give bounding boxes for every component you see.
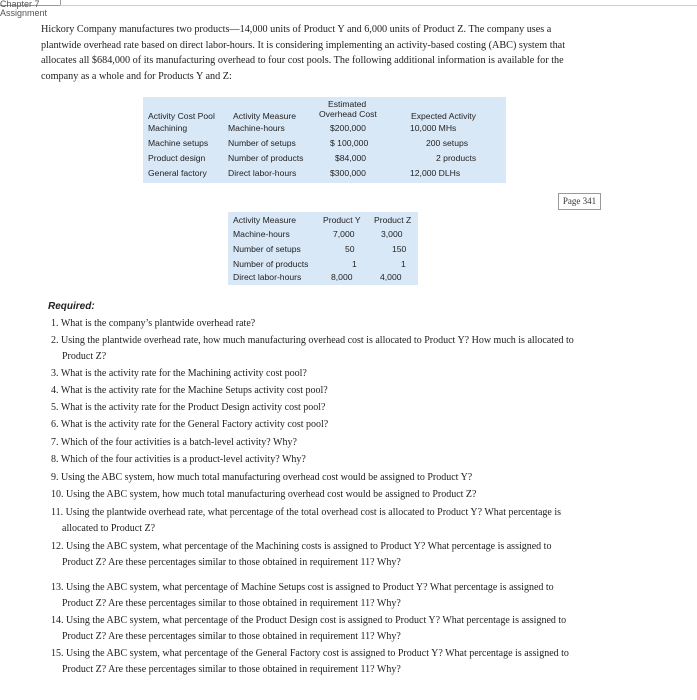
t2-row3-measure: Number of products: [233, 259, 309, 269]
question-12-text-b: Product Z? Are these percentages similar to those obtained in requirement 11? Why?: [62, 556, 401, 568]
row4-cost: $300,000: [330, 168, 366, 178]
question-6: [51, 417, 328, 433]
question-15-text-b: Product Z? Are these percentages similar to those obtained in requirement 11? Why?: [62, 663, 401, 675]
header-expected-activity: Expected Activity: [411, 111, 476, 121]
question-14-text-b: Product Z? Are these percentages similar to those obtained in requirement 11? Why?: [62, 630, 401, 642]
question-3: [51, 366, 307, 382]
chapter-header-tab: [0, 0, 61, 18]
row1-cost: $200,000: [330, 123, 366, 133]
question-13-text-a: 13. Using the ABC system, what percentage of Machine Setups cost is assigned to Product Y? What percentage is assigned to: [51, 582, 554, 593]
question-11-text-a: 11. Using the plantwide overhead rate, what percentage of the total overhead cost is allocated to Product Y? What percentage is: [51, 507, 561, 518]
t2-row1-y: 7,000: [333, 229, 355, 239]
row2-measure: Number of setups: [228, 138, 296, 148]
t2-row4-z: 4,000: [380, 272, 402, 282]
t2-row2-z: 150: [392, 244, 407, 254]
question-14-text-a: 14. Using the ABC system, what percentage of the Product Design cost is assigned to Product Y? What percentage is assigned to: [51, 615, 567, 626]
t2-row3-y: 1: [352, 259, 357, 269]
t2-header-activity-measure: Activity Measure: [233, 215, 297, 225]
page-number-tag: [558, 193, 601, 210]
intro-line-4: company as a whole and for Products Y and Z:: [41, 70, 232, 82]
t2-row1-measure: Machine-hours: [233, 229, 290, 239]
row4-measure: Direct labor-hours: [228, 168, 297, 178]
header-divider: [60, 5, 697, 6]
t2-row2-measure: Number of setups: [233, 244, 301, 254]
question-15: [51, 646, 569, 677]
intro-line-1: Hickory Company manufactures two products—14,000 units of Product Y and 6,000 units of Product Z. The company uses a: [41, 24, 552, 35]
question-9: [51, 470, 472, 486]
header-activity-cost-pool: Activity Cost Pool: [148, 111, 215, 121]
t2-row3-z: 1: [401, 259, 406, 269]
question-4: [51, 383, 328, 399]
question-12: [51, 539, 551, 570]
row3-pool: Product design: [148, 153, 206, 163]
question-1-text: 1. What is the company’s plantwide overhead rate?: [51, 318, 256, 329]
row1-pool: Machining: [148, 123, 188, 133]
question-2-text-a: 2. Using the plantwide overhead rate, how much manufacturing overhead cost is allocated to Product Y? How much is allocated to: [51, 335, 574, 346]
header-estimated: Estimated: [328, 99, 367, 109]
activity-cost-pool-table: [143, 97, 506, 183]
question-10-text: 10. Using the ABC system, how much total manufacturing overhead cost would be assigned to Product Z?: [51, 489, 477, 500]
t2-header-product-z: Product Z: [374, 215, 412, 225]
product-activity-table: [228, 212, 418, 285]
question-15-text-a: 15. Using the ABC system, what percentage of the General Factory cost is assigned to Product Y? What percentage is assigned to: [51, 648, 569, 659]
question-8: [51, 452, 306, 468]
question-4-text: 4. What is the activity rate for the Machine Setups activity cost pool?: [51, 385, 328, 396]
question-11: [51, 505, 561, 536]
row4-pool: General factory: [148, 168, 207, 178]
t2-row2-y: 50: [345, 244, 355, 254]
question-10: [51, 487, 476, 503]
header-overhead-cost: Overhead Cost: [319, 109, 377, 119]
row3-cost: $84,000: [335, 153, 367, 163]
intro-line-2: plantwide overhead rate based on direct labor-hours. It is considering implementing an activity-based costing (ABC) system that: [41, 39, 566, 51]
question-5-text: 5. What is the activity rate for the Product Design activity cost pool?: [51, 402, 326, 413]
t2-row4-measure: Direct labor-hours: [233, 272, 302, 282]
question-9-text: 9. Using the ABC system, how much total manufacturing overhead cost would be assigned to Product Y?: [51, 472, 473, 483]
t2-header-product-y: Product Y: [323, 215, 361, 225]
problem-intro: [41, 22, 601, 84]
row2-cost: $ 100,000: [330, 138, 369, 148]
question-14: [51, 613, 566, 644]
question-13-text-b: Product Z? Are these percentages similar to those obtained in requirement 11? Why?: [62, 597, 401, 609]
question-5: [51, 400, 325, 416]
row3-measure: Number of products: [228, 153, 304, 163]
question-11-text-b: allocated to Product Z?: [62, 522, 156, 534]
question-13: [51, 580, 554, 611]
question-7-text: 7. Which of the four activities is a batch-level activity? Why?: [51, 437, 297, 448]
row2-pool: Machine setups: [148, 138, 209, 148]
row3-activity: 2 products: [436, 153, 477, 163]
question-7: [51, 435, 297, 451]
question-12-text-a: 12. Using the ABC system, what percentage of the Machining costs is assigned to Product Y? What percentage is assigned to: [51, 541, 552, 552]
chapter-label: Chapter 7 Assignment: [0, 0, 48, 18]
t2-row4-y: 8,000: [331, 272, 353, 282]
question-2: [51, 333, 574, 364]
page-number-label: Page 341: [562, 196, 597, 206]
t2-row1-z: 3,000: [381, 229, 403, 239]
row1-activity: 10,000 MHs: [410, 123, 457, 133]
question-3-text: 3. What is the activity rate for the Machining activity cost pool?: [51, 368, 307, 379]
header-activity-measure: Activity Measure: [233, 111, 297, 121]
row4-activity: 12,000 DLHs: [410, 168, 461, 178]
question-6-text: 6. What is the activity rate for the General Factory activity cost pool?: [51, 419, 329, 430]
row2-activity: 200 setups: [426, 138, 469, 148]
required-heading: Required:: [48, 301, 95, 312]
question-8-text: 8. Which of the four activities is a product-level activity? Why?: [51, 454, 306, 465]
question-1: [51, 316, 255, 332]
intro-line-3: allocates all $684,000 of its manufacturing overhead to four cost pools. The following additional information is available for the: [41, 55, 564, 66]
row1-measure: Machine-hours: [228, 123, 285, 133]
question-2-text-b: Product Z?: [62, 350, 107, 362]
